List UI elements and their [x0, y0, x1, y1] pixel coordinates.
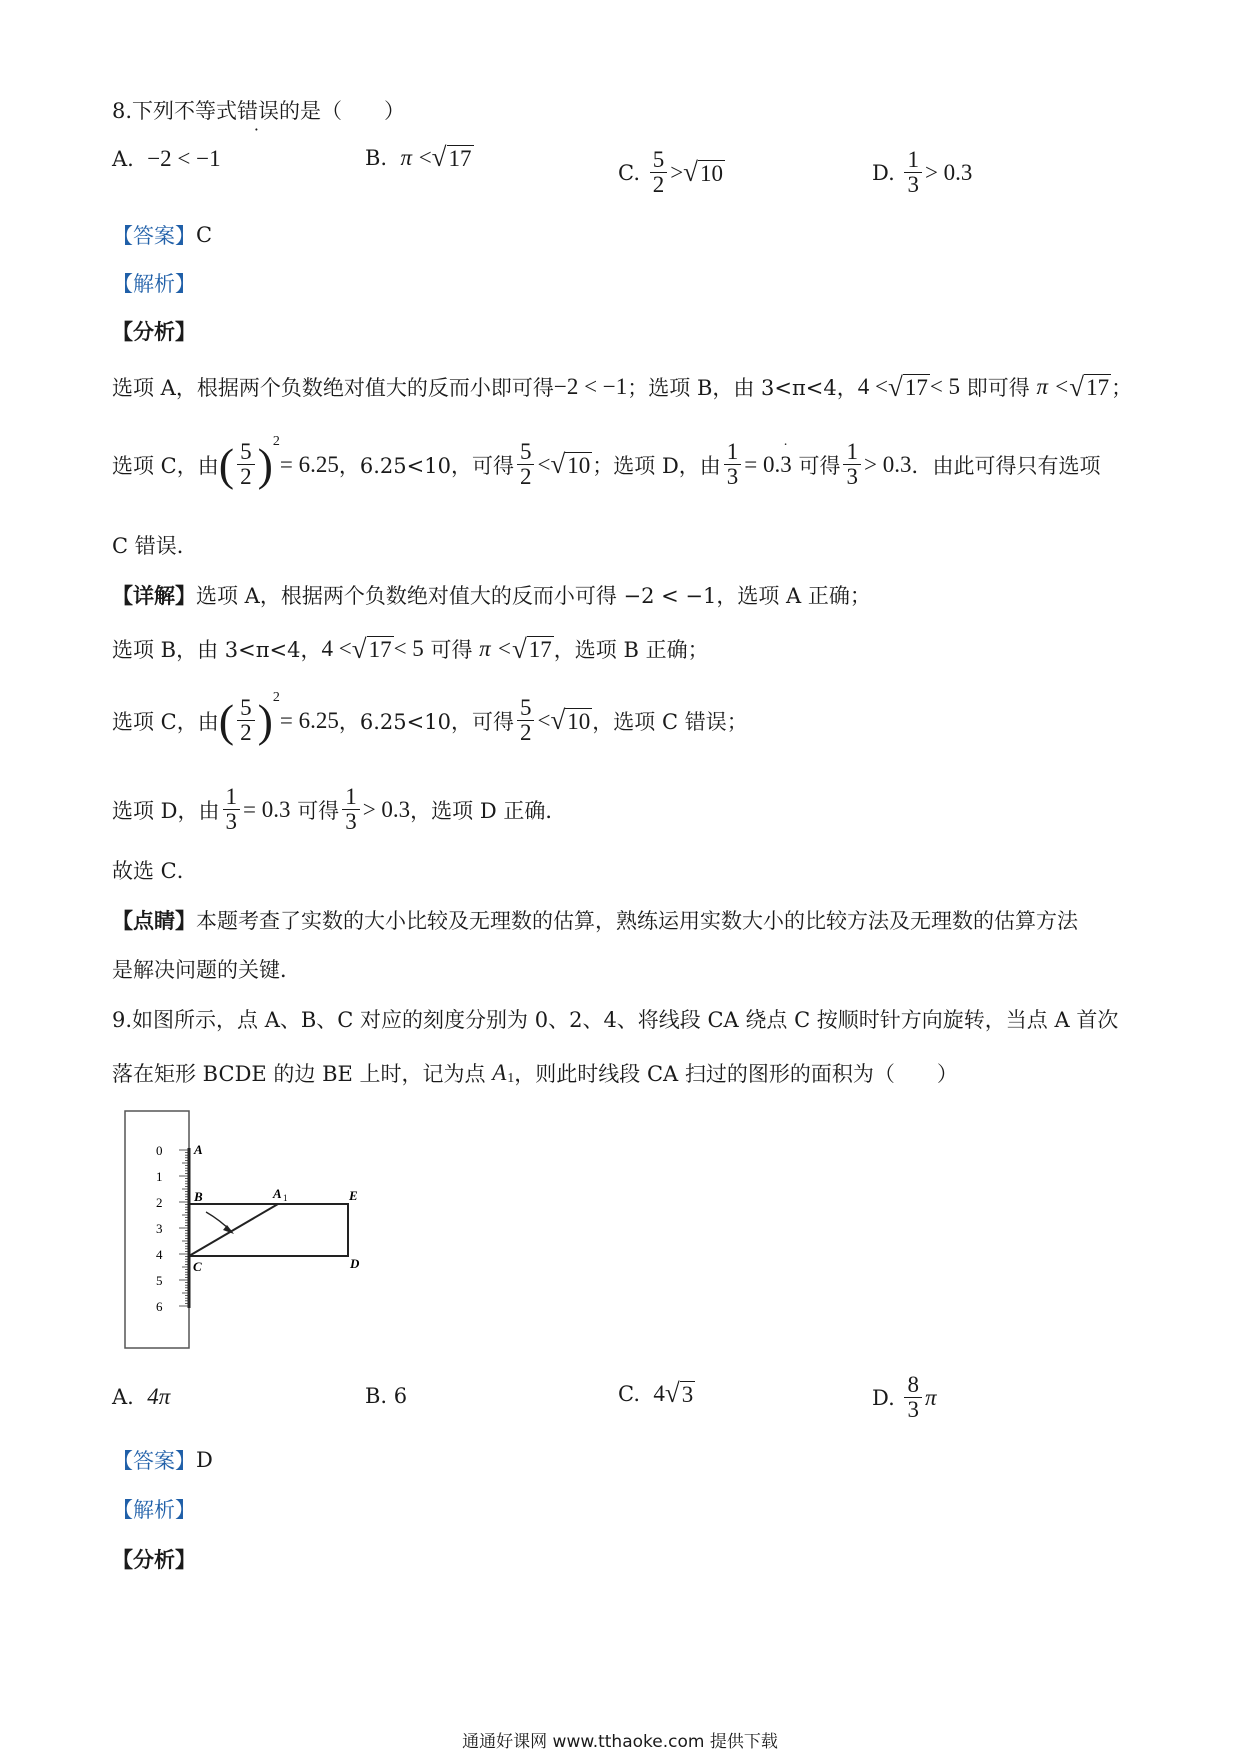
q8-comment-line-2: 是解决问题的关键． — [112, 958, 301, 982]
q8-stem-tail: 的是（ ） — [279, 99, 406, 123]
tick-label: 1 — [156, 1169, 163, 1184]
q8-option-d: D. $\frac{1}{3}$ > 0.3 — [872, 147, 973, 198]
q8-option-c: C. $\frac{5}{2}$ > √ 10 — [618, 147, 723, 198]
ruler-ticks — [179, 1150, 189, 1306]
q9-option-c: C. 4 √ 3 — [618, 1378, 694, 1408]
q9-figure — [120, 1108, 380, 1353]
segment-ca1 — [189, 1204, 278, 1256]
q8-detail-line-3: 选项 C，由 ( $\frac{5}{2}$ ) 2 = 6.25 ，6.25<10，可得 $\frac{5}{2}$ < √ 10 ，选项 C 错误； — [112, 690, 748, 746]
q8-detail-line-2: 选项 B，由 3<π<4， 4 < √ 17 < 5 可得 π < √ 17 ，选项 B 正确； — [112, 633, 709, 664]
sqrt: √ 10 — [683, 157, 723, 188]
q8-option-b: B. π < √ 17 — [365, 142, 472, 172]
q8-stem-text: 8.下列不等式 — [112, 99, 238, 123]
q8-detail-line-1: 【详解】 选项 A，根据两个负数绝对值大的反而小可得 −2 < −1，选项 A 正确； — [112, 583, 871, 608]
q8-fenxi-heading: 【分析】 — [112, 319, 196, 344]
tick-label: 3 — [156, 1221, 163, 1236]
q9-stem-line-1: 9.如图所示，点 A、B、C 对应的刻度分别为 0、2、4、将线段 CA 绕点 C 按顺时针方向旋转，当点 A 首次 — [112, 1008, 1119, 1032]
label-b: B — [194, 1189, 203, 1204]
q8-detail-line-4: 选项 D，由 $\frac{1}{3}$ = 0.3 可得 $\frac{1}{3}$ > 0.3 ，选项 D 正确． — [112, 784, 567, 835]
q9-option-b: B. 6 — [365, 1384, 408, 1408]
q8-stem — [112, 95, 405, 125]
tick-label: 6 — [156, 1299, 163, 1314]
label-a: A — [194, 1142, 203, 1157]
tick-label: 5 — [156, 1273, 163, 1288]
q8-answer: 【答案】 C — [112, 223, 213, 248]
q9-stem-line-2: 落在矩形 BCDE 的边 BE 上时，记为点 A 1 ，则此时线段 CA 扫过的图形的面积为（ ） — [112, 1060, 958, 1086]
fraction: $\frac{5}{2}$ — [650, 148, 668, 197]
q8-analysis-line-3: C 错误． — [112, 534, 198, 558]
label-d: D — [350, 1256, 360, 1271]
label-a1-sub: 1 — [283, 1193, 288, 1203]
q8-analysis-line-2: 选项 C，由 ( $\frac{5}{2}$ ) 2 = 6.25 ，6.25<10，可得 $\frac{5}{2}$ < √ 10 ；选项 D，由 $\frac{1}{3}$ = 0. 3 · 可得 $\frac{1}{3}$ > 0.3 ．由此可得只有选项 — [112, 434, 1101, 490]
repeating-decimal: 3 · — [780, 437, 792, 477]
fraction: $\frac{1}{3}$ — [904, 148, 922, 197]
tick-label: 2 — [156, 1195, 163, 1210]
label-a1: A — [273, 1186, 282, 1201]
sqrt: √ 17 — [431, 142, 472, 172]
q9-fenxi-heading: 【分析】 — [112, 1547, 196, 1572]
tick-label: 0 — [156, 1143, 163, 1158]
q9-analysis-heading: 【解析】 — [112, 1498, 196, 1522]
q8-detail-line-5: 故选 C． — [112, 859, 198, 883]
label-e: E — [349, 1188, 358, 1203]
footer: 通通好课网 www.tthaoke.com 提供下载 — [462, 1732, 778, 1752]
q8-stem-emphasis: 错误 · — [237, 95, 279, 125]
q8-analysis-line-1: 选项 A，根据两个负数绝对值大的反而小即可得 −2 < −1 ；选项 B，由 3<π<4， 4 < √ 17 < 5 即可得 π < √ 17 ； — [112, 371, 1133, 402]
q9-option-a: A. 4π — [112, 1384, 171, 1409]
q8-option-a: A. −2 < −1 — [112, 146, 221, 171]
rectangle-bcde — [189, 1204, 348, 1256]
q8-analysis-heading: 【解析】 — [112, 272, 196, 296]
label-c: C — [193, 1259, 202, 1274]
tick-label: 4 — [156, 1247, 163, 1262]
q9-answer: 【答案】 D — [112, 1448, 213, 1473]
q9-option-d: D. $\frac{8}{3}$ π — [872, 1372, 937, 1423]
q8-comment-line-1: 【点睛】 本题考查了实数的大小比较及无理数的估算，熟练运用实数大小的比较方法及无理数的估算方法 — [112, 908, 1078, 933]
